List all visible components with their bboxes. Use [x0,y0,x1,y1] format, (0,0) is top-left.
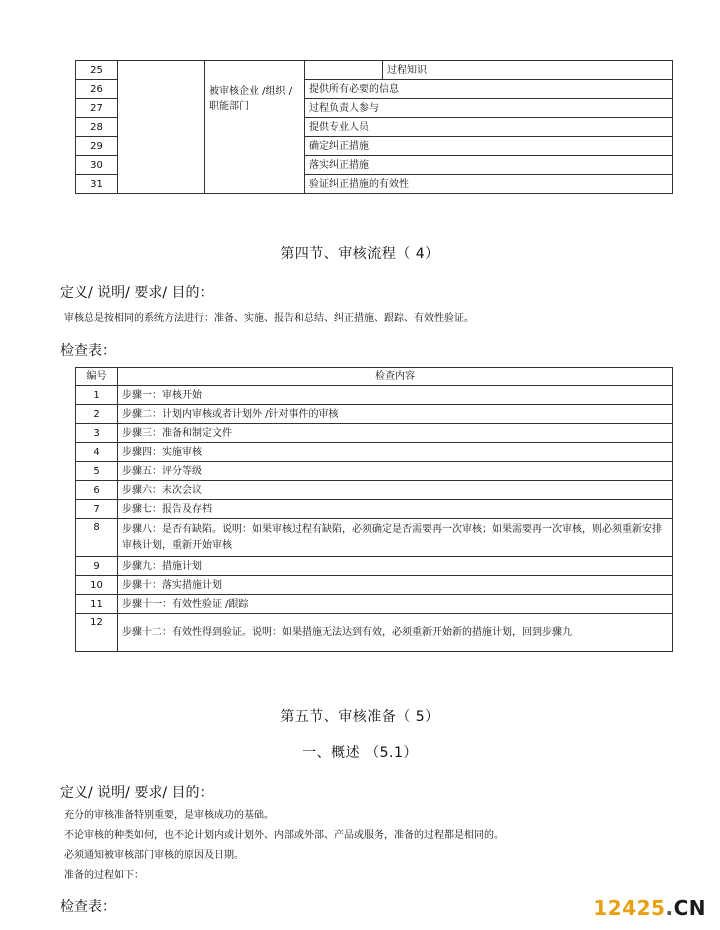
check-item: 落实纠正措施 [305,156,673,175]
audited-org-cell: 被审核企业 /组织 /职能部门 [205,80,305,194]
row-number: 31 [76,175,118,194]
table-row [76,386,673,405]
table-row [76,595,673,614]
table-row [76,405,673,424]
header-number: 编号 [76,368,118,386]
row-number: 25 [76,61,118,80]
section-4-checklist-table [75,367,673,652]
section-5-title: 第五节、审核准备（ 5） [280,709,440,725]
section-5-paragraph: 准备的过程如下： [64,870,144,881]
watermark-dot: . [665,896,674,920]
check-item: 提供专业人员 [305,118,673,137]
check-item: 提供所有必要的信息 [305,80,673,99]
row-number: 4 [76,443,118,462]
row-number: 2 [76,405,118,424]
row-number: 10 [76,576,118,595]
section-5-paragraph: 必须通知被审核部门审核的原因及日期。 [64,850,244,861]
row-number: 27 [76,99,118,118]
section-5-paragraph: 不论审核的种类如何，也不论计划内或计划外、内部或外部、产品或服务，准备的过程都是相同的。 [64,830,504,841]
check-content: 步骤十二：有效性得到验证。说明：如果措施无法达到有效，必须重新开始新的措施计划，回到步骤九 [118,614,673,652]
section-5-paragraph: 充分的审核准备特别重要，是审核成功的基础。 [64,810,274,821]
row-number: 12 [76,614,118,652]
section-5-subtitle: 一、概述 （5.1） [302,745,418,761]
table-row [76,557,673,576]
section-4-definition-heading: 定义/ 说明/ 要求/ 目的： [60,285,214,301]
row-number: 28 [76,118,118,137]
table-row [76,500,673,519]
check-content: 步骤九：措施计划 [118,557,673,576]
row-number: 9 [76,557,118,576]
row-number: 11 [76,595,118,614]
table-header-row [76,368,673,386]
check-content: 步骤十一：有效性验证 /跟踪 [118,595,673,614]
check-item: 过程负责人参与 [305,99,673,118]
table-row [76,424,673,443]
site-watermark-logo [593,896,706,920]
audit-continuation-table [75,60,673,194]
check-content: 步骤八：是否有缺陷。说明：如果审核过程有缺陷，必须确定是否需要再一次审核；如果需要再一次审核，则必须重新安排审核计划，重新开始审核 [118,519,673,557]
check-content: 步骤六：末次会议 [118,481,673,500]
table-row [76,519,673,557]
check-content: 步骤十：落实措施计划 [118,576,673,595]
table-row [76,481,673,500]
row-number: 26 [76,80,118,99]
check-content: 步骤二：计划内审核或者计划外 /针对事件的审核 [118,405,673,424]
header-content: 检查内容 [118,368,673,386]
check-item: 验证纠正措施的有效性 [305,175,673,194]
row-number: 7 [76,500,118,519]
row-number: 3 [76,424,118,443]
row-number: 6 [76,481,118,500]
row-number: 5 [76,462,118,481]
check-content: 步骤七：报告及存档 [118,500,673,519]
check-content: 步骤一：审核开始 [118,386,673,405]
empty-merged-cell [118,61,205,194]
check-content: 步骤五：评分等级 [118,462,673,481]
check-item: 确定纠正措施 [305,137,673,156]
section-5-definition-heading: 定义/ 说明/ 要求/ 目的： [60,785,214,801]
check-content: 步骤四：实施审核 [118,443,673,462]
row-number: 30 [76,156,118,175]
table-row [76,576,673,595]
watermark-number: 12425 [593,896,666,920]
table-row [76,462,673,481]
section-5-checklist-heading: 检查表： [60,899,116,915]
table-row [76,61,673,80]
section-4-definition-text: 审核总是按相同的系统方法进行：准备、实施、报告和总结、纠正措施、跟踪、有效性验证。 [64,313,474,324]
table-row [76,614,673,652]
section-4-checklist-heading: 检查表： [60,343,116,359]
table-row [76,443,673,462]
check-content: 步骤三：准备和制定文件 [118,424,673,443]
check-item: 过程知识 [383,61,673,80]
watermark-suffix: CN [673,896,706,920]
section-4-title: 第四节、审核流程（ 4） [280,246,440,262]
row-number: 1 [76,386,118,405]
row-number: 8 [76,519,118,557]
row-number: 29 [76,137,118,156]
